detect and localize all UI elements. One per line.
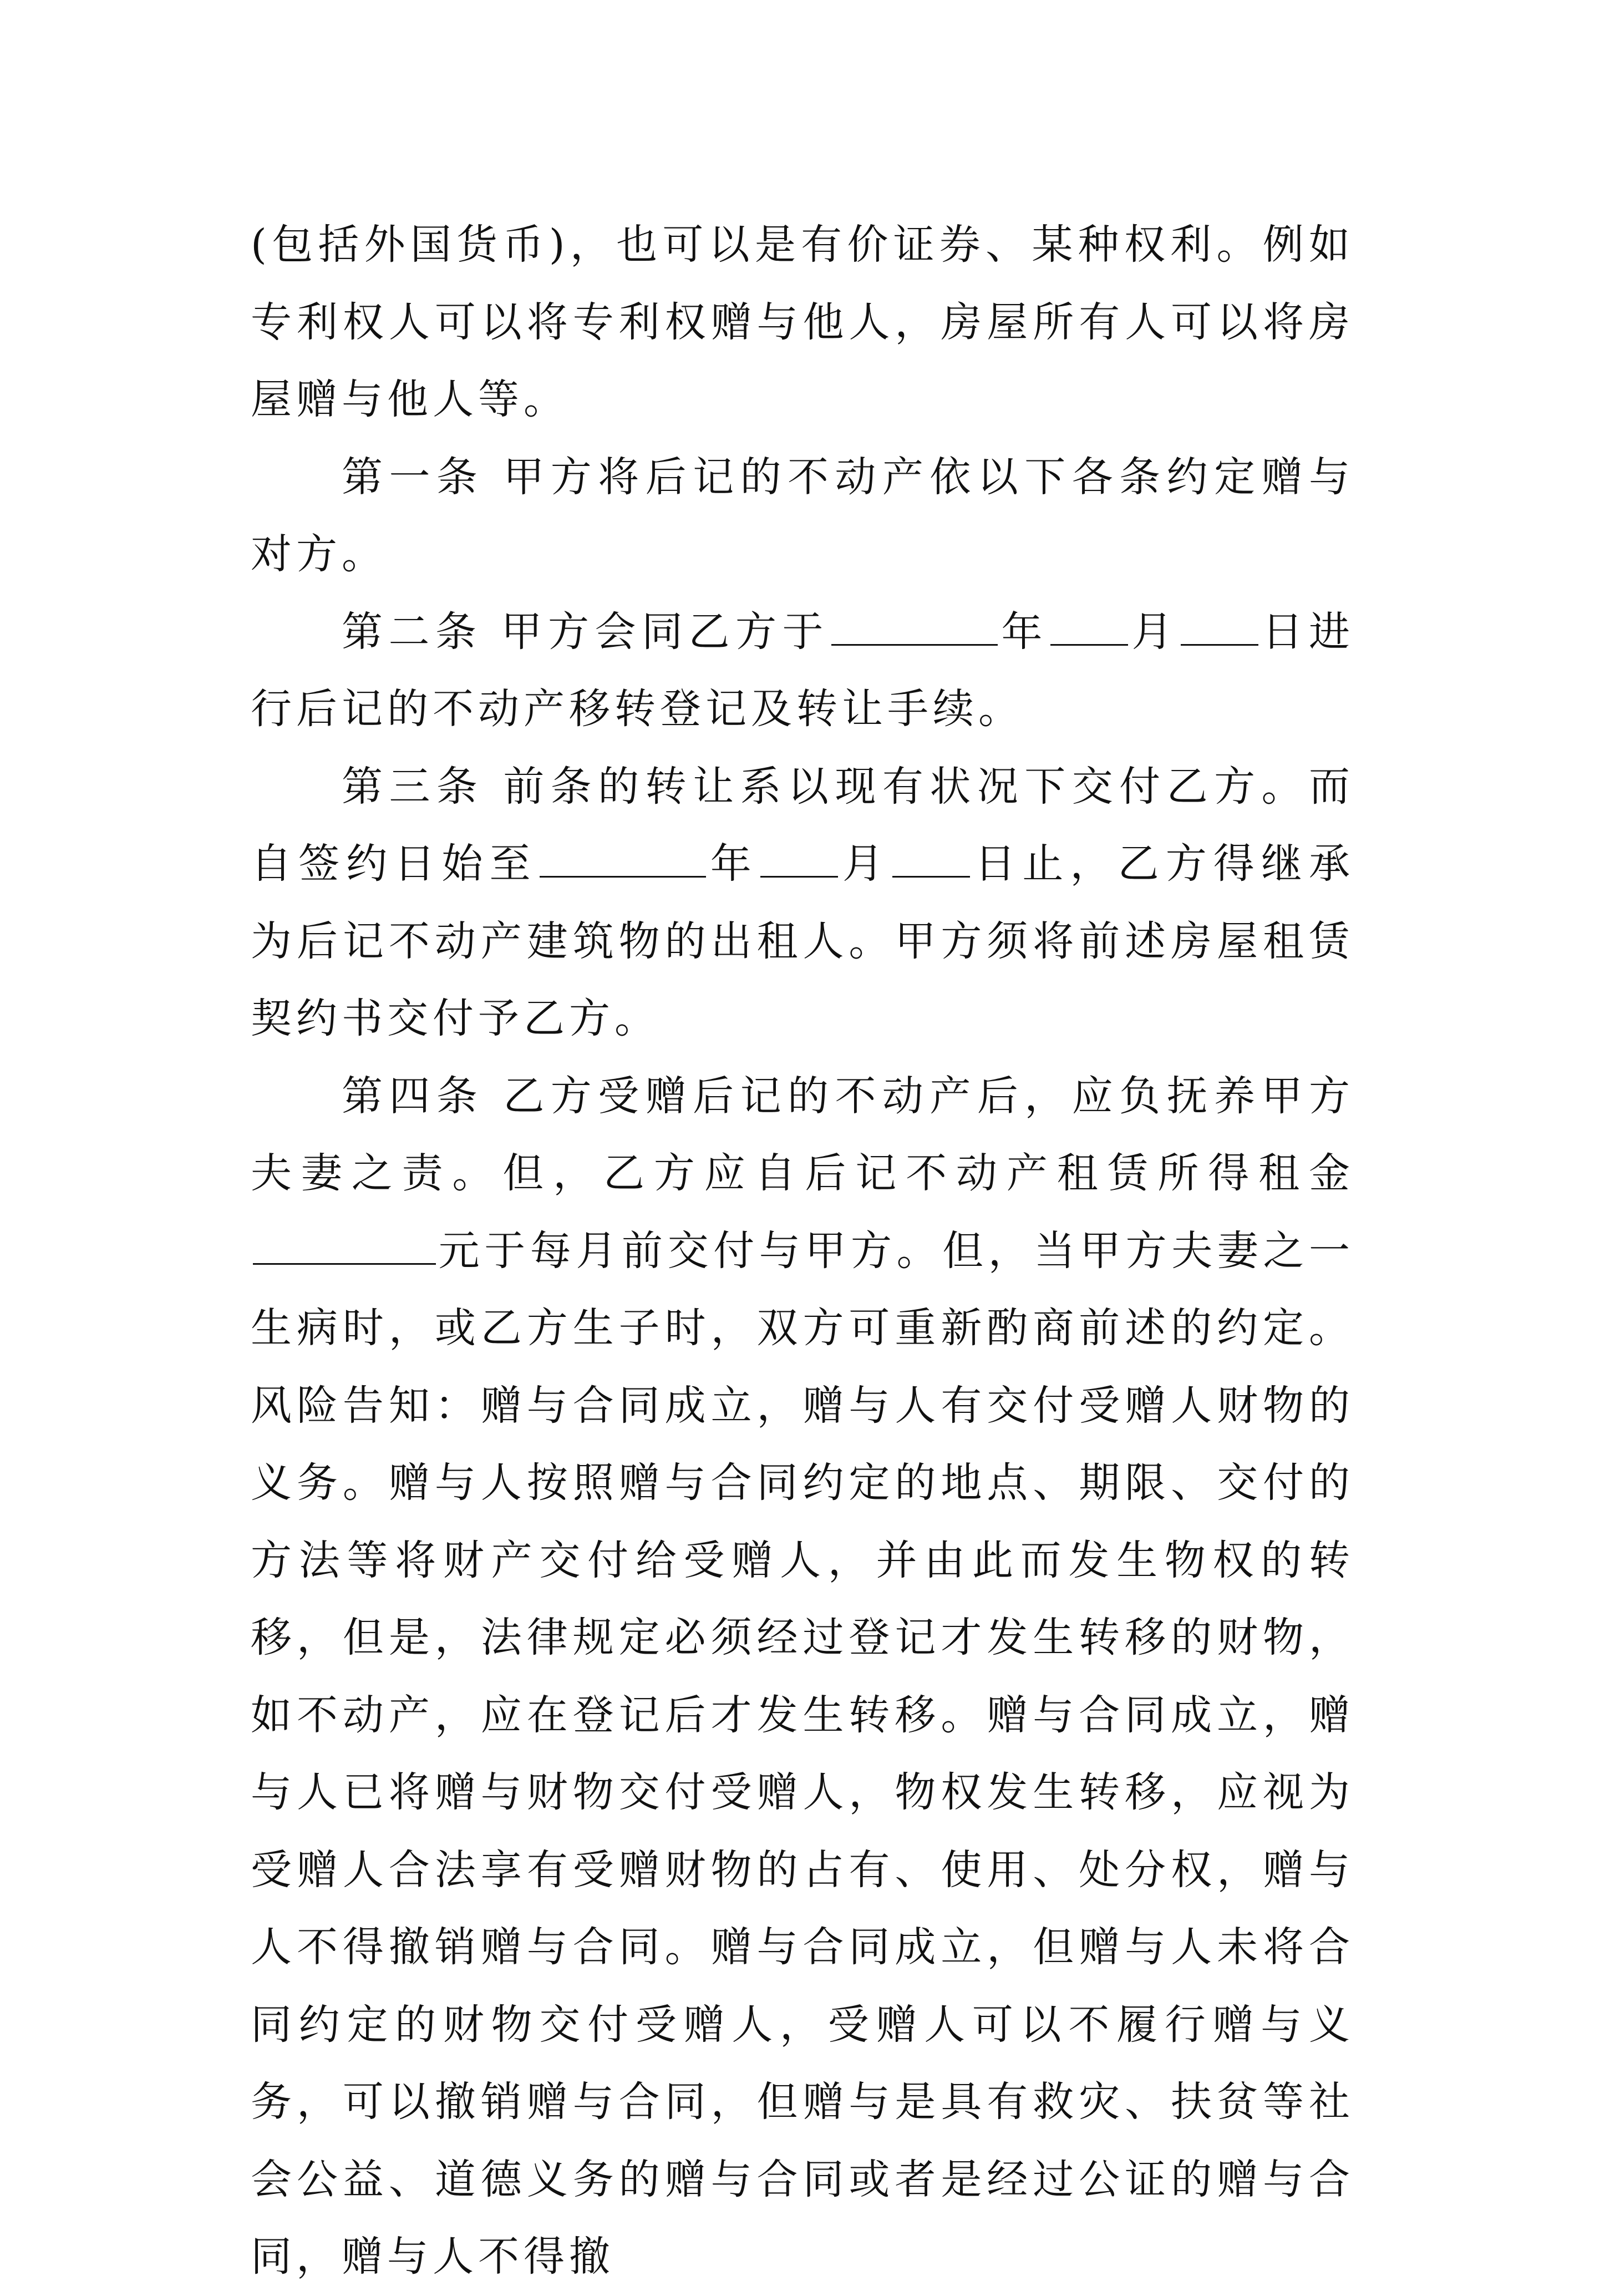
article-3-text-b: 日止，乙方得继承为后记不动产建筑物的出租人。甲方须将前述房屋租赁契约书交付予乙方。 [251, 840, 1355, 1042]
month-label: 月 [840, 840, 891, 888]
article-3-text-a: 第三条 前条的转让系以现有状况下交付乙方。而自签约日始至 [251, 762, 1354, 888]
month-label: 月 [1130, 607, 1179, 656]
blank-amount[interactable] [253, 1229, 436, 1265]
article-4-text-b: 元于每月前交付与甲方。但，当甲方夫妻之一生病时，或乙方生子时，双方可重新酌商前述的约定。风险告知：赠与合同成立，赠与人有交付受赠人财物的义务。赠与人按照赠与合同约定的地点、期限、交付的方法等将财产交付给受赠人，并由此而发生物权的转移，但是，法律规定必须经过登记才发生转移的财物，如不动产，应在登记后才发生转移。赠与合同成立，赠与人已将赠与财物交付受赠人，物权发生转移，应视为受赠人合法享有受赠财物的占有、使用、处分权，赠与人不得撤销赠与合同。赠与合同成立，但赠与人未将合同约定的财物交付受赠人，受赠人可以不履行赠与义务，可以撤销赠与合同，但赠与是具有救灾、扶贫等社会公益、道德义务的赠与合同或者是经过公证的赠与合同，赠与人不得撤 [251, 1226, 1354, 2280]
article-1 [251, 439, 1354, 594]
paragraph-text: (包括外国货币)，也可以是有价证券、某种权利。例如专利权人可以将专利权赠与他人，房屋所有人可以将房屋赠与他人等。 [251, 221, 1354, 423]
document-body [251, 206, 1354, 2296]
article-2-text-b: 日进行后记的不动产移转登记及转让手续。 [251, 607, 1355, 733]
blank-day[interactable] [892, 842, 970, 878]
article-4-text-a: 第四条 乙方受赠后记的不动产后，应负抚养甲方夫妻之责。但，乙方应自后记不动产租赁所得租金 [251, 1072, 1354, 1197]
blank-year[interactable] [831, 610, 998, 646]
article-2 [251, 594, 1354, 748]
blank-month[interactable] [1050, 610, 1128, 646]
blank-year[interactable] [540, 842, 706, 878]
article-3 [251, 748, 1354, 1058]
article-1-text: 第一条 甲方将后记的不动产依以下各条约定赠与对方。 [251, 453, 1354, 578]
blank-day[interactable] [1181, 610, 1258, 646]
year-label: 年 [1000, 607, 1049, 656]
article-4 [251, 1058, 1354, 2296]
article-2-text-a: 第二条 甲方会同乙方于 [342, 607, 830, 656]
blank-month[interactable] [760, 842, 838, 878]
paragraph-continuation [251, 206, 1354, 439]
year-label: 年 [708, 840, 758, 888]
